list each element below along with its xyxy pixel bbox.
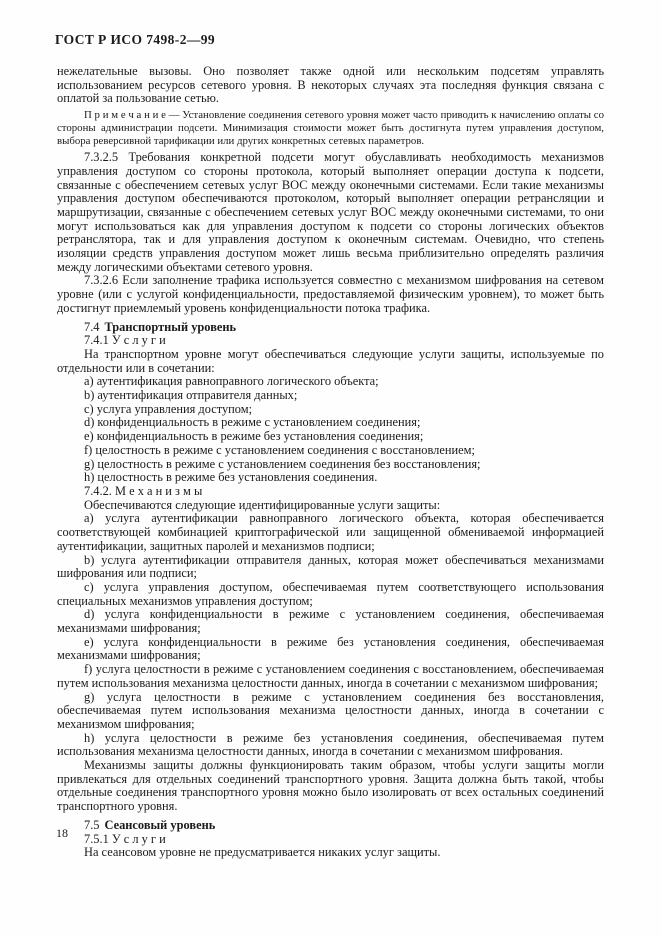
list-item-g: g) целостность в режиме с установлением соединения без восстановления; — [84, 456, 481, 471]
list-item-a2: a) услуга аутентификации равноправного логического объекта, которая обеспечивается соответствующей комбинацией криптографической или защищенной обмениваемой информацией аутентификации, защитных паролей и механизмов подписи; — [57, 511, 604, 553]
list-item-d2: d) услуга конфиденциальности в режиме с установлением соединения, обеспечиваемая механизмами шифрования; — [57, 607, 604, 636]
list-item-c2: c) услуга управления доступом, обеспечиваемая путем соответствующего использования специальных механизмов управления доступом; — [57, 579, 604, 608]
list-item-h: h) целостность в режиме без установления соединения. — [84, 470, 378, 485]
paragraph-protection-mechanisms: Механизмы защиты должны функционировать таким образом, чтобы услуги защиты могли привлекаться для отдельных соединений транспортного уровня. Защита должна быть такой, чтобы отдельные соединения транспортного уровня можно было изолировать от всех остальных соединений транспортного уровня. — [57, 758, 604, 814]
document-body — [57, 65, 604, 860]
list-item-e2: e) услуга конфиденциальности в режиме без установления соединения, обеспечиваемая механизмами шифрования; — [57, 634, 604, 663]
subsection-heading-7-4-1: 7.4.1 У с л у г и — [84, 333, 166, 348]
list-item-f2: f) услуга целостности в режиме с установлением соединения с восстановлением, обеспечиваемая путем использования механизма целостности данных, иногда в сочетании с механизмом шифрования; — [57, 662, 604, 690]
list-item-g2: g) услуга целостности в режиме с установлением соединения без восстановления, обеспечиваемая путем использования механизма целостности данных, иногда в сочетании с механизмом шифрования; — [57, 689, 604, 731]
section-heading-7-5 — [57, 819, 604, 833]
subsection-heading-7-5-1: 7.5.1 У с л у г и — [84, 831, 166, 846]
section-number: 7.4 — [84, 319, 100, 334]
paragraph-session-layer: На сеансовом уровне не предусматривается никаких услуг защиты. — [84, 845, 441, 860]
list-item-e: e) конфиденциальность в режиме без установления соединения; — [84, 429, 424, 444]
list-item-h2: h) услуга целостности в режиме без установления соединения, обеспечиваемая путем использования механизма целостности данных, иногда в сочетании с механизмом шифрования. — [57, 730, 604, 759]
paragraph-continuation: нежелательные вызовы. Оно позволяет также одной или нескольким подсетям управлять использованием ресурсов сетевого уровня. В некоторых случаях эта последняя функция связана с оплатой за пользование сетью. — [57, 64, 604, 106]
section-heading-7-4 — [57, 321, 604, 335]
list-item-f: f) целостность в режиме с установлением соединения с восстановлением; — [84, 442, 475, 457]
paragraph-7-3-2-5: 7.3.2.5 Требования конкретной подсети могут обуславливать необходимость механизмов управления доступом со стороны протокола, который выполняет операции доступа к подсети, связанные с обеспечением сетевых услуг ВОС между оконечными системами. Если такие механизмы управления доступом обеспечиваются протоколом, который выполняет операции ретрансляции и маршрутизации, связанные с обеспечением сетевых услуг ВОС между оконечными системами, то они могут использоваться как для управления доступом к подсети со стороны логических объектов ретранслятора, так и для управления доступом к оконечным системам. Очевидно, что степень изоляции средств управления доступом может лишь весьма приблизительно определять различия между логическими объектами сетевого уровня. — [57, 150, 604, 274]
paragraph-mechanisms-intro: Обеспечиваются следующие идентифицированные услуги защиты: — [84, 497, 441, 512]
list-item-b: b) аутентификация отправителя данных; — [84, 388, 298, 403]
paragraph-7-3-2-6: 7.3.2.6 Если заполнение трафика используется совместно с механизмом шифрования на сетевом уровне (или с услугой конфиденциальности, предоставляемой физическим уровнем), то может быть достигнут приемлемый уровень конфиденциальности потока трафика. — [57, 273, 604, 315]
section-title: Транспортный уровень — [104, 319, 237, 334]
list-item-b2: b) услуга аутентификации отправителя данных, которая может обеспечиваться механизмами шифрования или подписи; — [57, 552, 604, 581]
note-paragraph: П р и м е ч а н и е — Установление соединения сетевого уровня может часто приводить к начислению оплаты со стороны администрации подсети. Минимизация стоимости может быть достигнута путем управления доступом, выбора реверсивной тарификации или других конкретных сетевых параметров. — [57, 109, 604, 148]
list-item-c: c) услуга управления доступом; — [84, 401, 253, 416]
page-number: 18 — [56, 826, 68, 840]
paragraph-services-intro: На транспортном уровне могут обеспечиваться следующие услуги защиты, используемые по отдельности или в сочетании: — [57, 346, 604, 375]
section-title: Сеансовый уровень — [104, 817, 216, 832]
document-header: ГОСТ Р ИСО 7498-2—99 — [55, 32, 216, 47]
subsection-heading-7-4-2: 7.4.2. М е х а н и з м ы — [84, 483, 203, 498]
list-item-a: a) аутентификация равноправного логического объекта; — [84, 374, 379, 389]
section-number: 7.5 — [84, 817, 100, 832]
list-item-d: d) конфиденциальность в режиме с установлением соединения; — [84, 415, 421, 430]
